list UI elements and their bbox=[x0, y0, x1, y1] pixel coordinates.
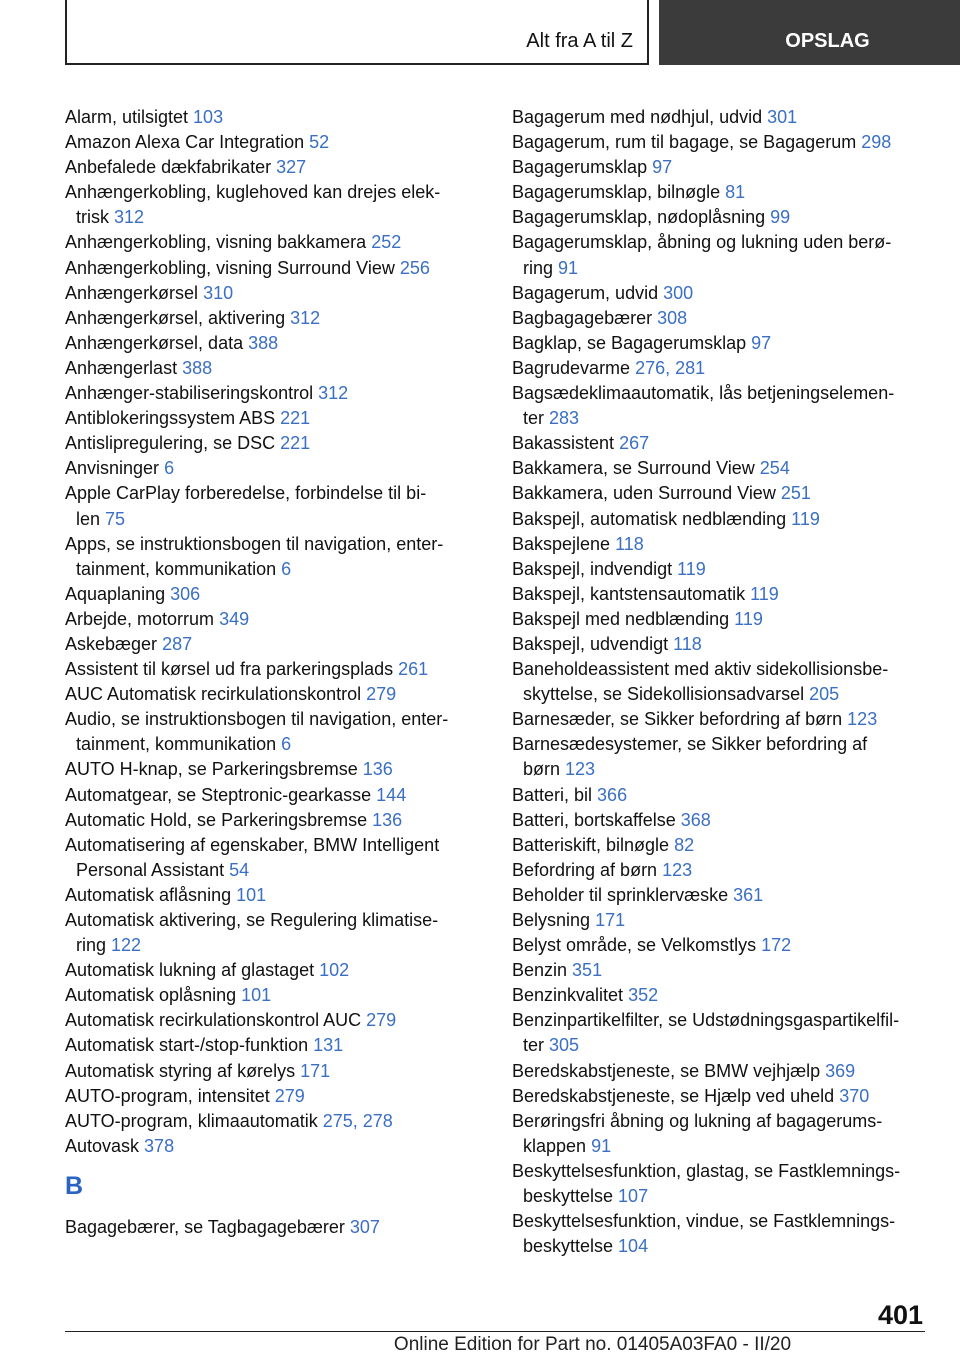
index-entry-text: Bakspejl, automatisk nedblænding bbox=[512, 508, 792, 529]
index-entry bbox=[512, 808, 932, 833]
index-entry bbox=[65, 1134, 485, 1159]
index-entry bbox=[65, 406, 485, 431]
index-entry-text: Automatisk styring af kørelys bbox=[65, 1060, 301, 1081]
index-entry-page-link[interactable]: 81 bbox=[725, 182, 746, 203]
index-entry bbox=[65, 883, 485, 908]
index-entry bbox=[65, 657, 485, 682]
index-entry-text: Bakassistent bbox=[512, 433, 620, 454]
index-entry-text: Benzin bbox=[512, 960, 573, 981]
index-entry-text: Bagklap, se Bagagerumsklap bbox=[512, 332, 752, 353]
index-entry-page-link[interactable]: 6 bbox=[281, 734, 292, 755]
index-entry-page-link[interactable]: 287 bbox=[162, 633, 193, 654]
index-entry-text: Automatisk lukning af glastaget bbox=[65, 960, 320, 981]
index-entry-page-link[interactable]: 119 bbox=[791, 508, 820, 529]
index-entry-text: Bagagerum, rum til bagage, se Bagagerum bbox=[512, 132, 862, 153]
index-entry-text: Belyst område, se Velkomstlys bbox=[512, 935, 762, 956]
index-entry-page-link[interactable]: 308 bbox=[657, 307, 688, 328]
index-entry-page-link[interactable]: 351 bbox=[572, 960, 603, 981]
index-entry-page-link[interactable]: 91 bbox=[591, 1135, 612, 1156]
index-entry-text: Anhængerkørsel, aktivering bbox=[65, 307, 291, 328]
index-entry-page-link[interactable]: 97 bbox=[652, 157, 673, 178]
index-entry-page-link[interactable]: 107 bbox=[618, 1186, 649, 1207]
index-entry-text: AUTO H-knap, se Parkeringsbremse bbox=[65, 759, 363, 780]
index-entry-text: Beskyttelsesfunktion, glastag, se Fastklemnings- beskyttelse bbox=[512, 1160, 901, 1207]
index-entry-page-link[interactable]: 298 bbox=[861, 132, 892, 153]
index-entry bbox=[512, 130, 932, 155]
index-entry bbox=[65, 607, 485, 632]
index-entry-page-link[interactable]: 368 bbox=[680, 809, 711, 830]
index-entry-text: Beholder til sprinklervæske bbox=[512, 884, 734, 905]
index-entry-text: Bakkamera, se Surround View bbox=[512, 458, 760, 479]
index-entry bbox=[65, 105, 485, 130]
index-entry-text: Bakkamera, uden Surround View bbox=[512, 483, 781, 504]
index-entry-text: Bagagerum, udvid bbox=[512, 282, 664, 303]
index-entry bbox=[512, 783, 932, 808]
index-entry bbox=[512, 557, 932, 582]
index-entry bbox=[512, 582, 932, 607]
index-entry-page-link[interactable]: 171 bbox=[300, 1060, 331, 1081]
index-entry-page-link[interactable]: 279 bbox=[366, 684, 397, 705]
index-entry bbox=[65, 757, 485, 782]
index-entry-text: Antiblokeringssystem ABS bbox=[65, 408, 281, 429]
index-entry bbox=[512, 1084, 932, 1109]
index-entry bbox=[65, 1008, 485, 1033]
index-entry-text: AUTO-program, klimaautomatik bbox=[65, 1110, 323, 1131]
index-entry bbox=[512, 105, 932, 130]
index-entry bbox=[65, 1215, 485, 1240]
index-entry-text: Antislipregulering, se DSC bbox=[65, 433, 281, 454]
index-entry bbox=[65, 256, 485, 281]
index-entry bbox=[65, 783, 485, 808]
index-entry-text: Arbejde, motorrum bbox=[65, 608, 220, 629]
index-entry bbox=[512, 858, 932, 883]
index-entry-text: Alarm, utilsigtet bbox=[65, 107, 194, 127]
index-entry-text: Automatisk aflåsning bbox=[65, 884, 237, 905]
index-entry-text: Amazon Alexa Car Integration bbox=[65, 132, 310, 153]
index-entry-text: Berøringsfri åbning og lukning af bagagerums- klappen bbox=[512, 1110, 883, 1156]
index-entry bbox=[512, 1209, 932, 1259]
index-entry-text: Bagagerumsklap, nødoplåsning bbox=[512, 207, 771, 228]
index-entry bbox=[512, 381, 932, 431]
index-entry-text: Bagsædeklimaautomatik, lås betjeningselemen- ter bbox=[512, 383, 895, 429]
index-entry-page-link[interactable]: 131 bbox=[313, 1035, 344, 1056]
index-entry-text: Beredskabstjeneste, se Hjælp ved uheld bbox=[512, 1085, 840, 1106]
index-entry-page-link[interactable]: 119 bbox=[750, 583, 779, 604]
index-entry bbox=[512, 1059, 932, 1084]
index-entry bbox=[65, 431, 485, 456]
index-entry-page-link[interactable]: 283 bbox=[549, 408, 580, 429]
index-entry-text: Batteriskift, bilnøgle bbox=[512, 834, 675, 855]
index-entry-page-link[interactable]: 279 bbox=[366, 1010, 397, 1031]
index-entry bbox=[512, 1008, 932, 1058]
index-entry-text: Barnesæder, se Sikker befordring af børn bbox=[512, 709, 848, 730]
index-entry-page-link[interactable]: 123 bbox=[662, 859, 693, 880]
index-entry-text: Automatgear, se Steptronic-gearkasse bbox=[65, 784, 377, 805]
index-entry bbox=[65, 230, 485, 255]
index-entry bbox=[512, 833, 932, 858]
index-entry-text: Bagbagagebærer bbox=[512, 307, 658, 328]
index-entry-text: Automatisk recirkulationskontrol AUC bbox=[65, 1010, 367, 1031]
index-entry-page-link[interactable]: 267 bbox=[619, 433, 650, 454]
index-entry-page-link[interactable]: 6 bbox=[164, 458, 175, 479]
index-entry-page-link[interactable]: 349 bbox=[219, 608, 250, 629]
index-entry bbox=[65, 381, 485, 406]
index-entry-page-link[interactable]: 252 bbox=[371, 232, 402, 253]
index-entry-page-link[interactable]: 91 bbox=[558, 257, 579, 278]
index-entry bbox=[65, 582, 485, 607]
index-entry-text: Anvisninger bbox=[65, 458, 165, 479]
index-entry bbox=[65, 833, 485, 883]
index-entry-page-link[interactable]: 310 bbox=[203, 282, 234, 303]
index-entry bbox=[65, 155, 485, 180]
index-entry-text: Anbefalede dækfabrikater bbox=[65, 157, 277, 178]
index-entry-text: Assistent til kørsel ud fra parkeringsplads bbox=[65, 659, 399, 680]
index-entry bbox=[65, 632, 485, 657]
index-entry bbox=[512, 933, 932, 958]
index-entry-text: Autovask bbox=[65, 1135, 145, 1156]
index-entry-text: Barnesædesystemer, se Sikker befordring af børn bbox=[512, 734, 868, 780]
index-entry-text: Automatic Hold, se Parkeringsbremse bbox=[65, 809, 373, 830]
index-entry-page-link[interactable]: 101 bbox=[241, 985, 272, 1006]
index-entry bbox=[512, 356, 932, 381]
index-entry-page-link[interactable]: 306 bbox=[170, 583, 201, 604]
index-entry-text: Bagrudevarme bbox=[512, 357, 636, 378]
index-entry-page-link[interactable]: 261 bbox=[398, 659, 429, 680]
index-entry-text: Automatisk oplåsning bbox=[65, 985, 242, 1006]
index-entry-page-link[interactable]: 312 bbox=[290, 307, 321, 328]
index-entry bbox=[65, 958, 485, 983]
index-entry-page-link[interactable]: 378 bbox=[144, 1135, 175, 1156]
index-entry bbox=[512, 230, 932, 280]
index-entry-page-link[interactable]: 144 bbox=[376, 784, 407, 805]
index-entry-page-link[interactable]: 136 bbox=[372, 809, 403, 830]
index-entry-page-link[interactable]: 275, 278 bbox=[322, 1110, 393, 1131]
index-entry-text: Bagagerum med nødhjul, udvid bbox=[512, 107, 768, 127]
index-list-left bbox=[65, 105, 485, 1159]
index-entry bbox=[65, 130, 485, 155]
index-entry-text: Bagagerumsklap, bilnøgle bbox=[512, 182, 726, 203]
index-entry bbox=[65, 1109, 485, 1134]
section-tab-label: OPSLAG bbox=[785, 30, 870, 52]
index-entry-page-link[interactable]: 370 bbox=[839, 1085, 870, 1106]
index-entry-text: Anhængerkobling, visning Surround View bbox=[65, 257, 400, 278]
index-entry bbox=[512, 908, 932, 933]
index-entry-page-link[interactable]: 388 bbox=[182, 357, 213, 378]
index-entry-text: Benzinkvalitet bbox=[512, 985, 629, 1006]
index-entry-page-link[interactable]: 256 bbox=[399, 257, 430, 278]
index-entry bbox=[65, 481, 485, 531]
index-entry bbox=[512, 607, 932, 632]
index-entry bbox=[512, 1159, 932, 1209]
index-entry-page-link[interactable]: 300 bbox=[663, 282, 694, 303]
index-entry bbox=[512, 657, 932, 707]
index-entry-text: Bagagebærer, se Tagbagagebærer bbox=[65, 1216, 350, 1237]
index-entry bbox=[512, 281, 932, 306]
index-entry-text: Aquaplaning bbox=[65, 583, 171, 604]
index-entry-text: Bakspejl, kantstensautomatik bbox=[512, 583, 751, 604]
index-entry-page-link[interactable]: 388 bbox=[248, 332, 279, 353]
index-entry-page-link[interactable]: 118 bbox=[673, 633, 702, 654]
index-entry-text: AUC Automatisk recirkulationskontrol bbox=[65, 684, 367, 705]
index-entry-page-link[interactable]: 221 bbox=[280, 408, 311, 429]
index-entry bbox=[512, 205, 932, 230]
chapter-title: Alt fra A til Z bbox=[526, 30, 633, 52]
index-entry bbox=[65, 532, 485, 582]
index-column-left bbox=[65, 105, 485, 1240]
index-entry-page-link[interactable]: 307 bbox=[349, 1216, 380, 1237]
index-entry-text: Audio, se instruktionsbogen til navigation, enter- tainment, kommunikation bbox=[65, 709, 449, 755]
index-entry bbox=[65, 682, 485, 707]
index-entry-page-link[interactable]: 369 bbox=[825, 1060, 856, 1081]
index-entry bbox=[65, 1033, 485, 1058]
index-entry bbox=[65, 1084, 485, 1109]
index-entry-page-link[interactable]: 305 bbox=[549, 1035, 580, 1056]
index-entry-page-link[interactable]: 361 bbox=[733, 884, 764, 905]
index-entry bbox=[512, 180, 932, 205]
index-entry-text: Anhængerlast bbox=[65, 357, 183, 378]
index-entry-text: Apple CarPlay forberedelse, forbindelse til bi- len bbox=[65, 483, 427, 529]
index-list-left-after bbox=[65, 1215, 485, 1240]
index-entry-page-link[interactable]: 103 bbox=[193, 107, 224, 127]
index-entry-text: Anhængerkobling, visning bakkamera bbox=[65, 232, 372, 253]
index-entry-page-link[interactable]: 327 bbox=[276, 157, 307, 178]
index-entry bbox=[65, 331, 485, 356]
index-entry-text: Bakspejl med nedblænding bbox=[512, 608, 735, 629]
index-entry-page-link[interactable]: 312 bbox=[318, 383, 349, 404]
index-entry-page-link[interactable]: 122 bbox=[111, 935, 142, 956]
index-entry-page-link[interactable]: 101 bbox=[236, 884, 267, 905]
index-entry bbox=[512, 481, 932, 506]
index-entry-page-link[interactable]: 102 bbox=[319, 960, 350, 981]
index-entry-page-link[interactable]: 118 bbox=[615, 533, 644, 554]
index-entry bbox=[512, 1109, 932, 1159]
index-entry-page-link[interactable]: 366 bbox=[597, 784, 628, 805]
index-entry-text: Anhængerkørsel, data bbox=[65, 332, 249, 353]
index-entry-page-link[interactable]: 301 bbox=[767, 107, 798, 127]
index-entry-text: Automatisk aktivering, se Regulering klimatise- ring bbox=[65, 910, 439, 956]
index-column-right bbox=[512, 105, 932, 1259]
index-entry-page-link[interactable]: 276, 281 bbox=[635, 357, 706, 378]
index-entry bbox=[65, 983, 485, 1008]
index-entry-page-link[interactable]: 97 bbox=[751, 332, 772, 353]
index-entry-page-link[interactable]: 6 bbox=[281, 558, 292, 579]
index-entry-text: AUTO-program, intensitet bbox=[65, 1085, 275, 1106]
index-entry-text: Bagagerumsklap, åbning og lukning uden berø- ring bbox=[512, 232, 892, 278]
index-entry-text: Beredskabstjeneste, se BMW vejhjælp bbox=[512, 1060, 826, 1081]
index-entry-text: Anhængerkobling, kuglehoved kan drejes elek- trisk bbox=[65, 182, 441, 228]
index-entry bbox=[512, 507, 932, 532]
index-entry bbox=[512, 155, 932, 180]
index-entry-page-link[interactable]: 136 bbox=[362, 759, 393, 780]
index-entry-page-link[interactable]: 172 bbox=[761, 935, 792, 956]
index-entry bbox=[65, 306, 485, 331]
index-entry bbox=[65, 356, 485, 381]
index-entry-page-link[interactable]: 205 bbox=[809, 684, 840, 705]
index-entry-page-link[interactable]: 279 bbox=[274, 1085, 305, 1106]
footer-edition: Online Edition for Part no. 01405A03FA0 - II/20 bbox=[393, 1334, 792, 1355]
index-entry bbox=[512, 632, 932, 657]
index-entry-text: Askebæger bbox=[65, 633, 163, 654]
index-entry-page-link[interactable]: 104 bbox=[618, 1236, 649, 1257]
index-entry bbox=[512, 532, 932, 557]
index-entry-page-link[interactable]: 123 bbox=[565, 759, 596, 780]
section-letter: B bbox=[65, 1171, 84, 1200]
index-entry-text: Befordring af børn bbox=[512, 859, 663, 880]
index-entry-page-link[interactable]: 99 bbox=[770, 207, 791, 228]
index-entry-text: Batteri, bil bbox=[512, 784, 598, 805]
header-frame bbox=[65, 0, 649, 65]
index-entry-page-link[interactable]: 312 bbox=[114, 207, 145, 228]
index-entry bbox=[512, 306, 932, 331]
index-entry-text: Beskyttelsesfunktion, vindue, se Fastklemnings- beskyttelse bbox=[512, 1211, 896, 1257]
index-entry-page-link[interactable]: 119 bbox=[734, 608, 763, 629]
index-entry bbox=[512, 431, 932, 456]
footer-rule bbox=[65, 1331, 925, 1332]
index-entry-page-link[interactable]: 119 bbox=[677, 558, 706, 579]
index-entry bbox=[65, 908, 485, 958]
index-entry-text: Apps, se instruktionsbogen til navigation, enter- tainment, kommunikation bbox=[65, 533, 444, 579]
index-entry-text: Baneholdeassistent med aktiv sidekollisionsbe- skyttelse, se Sidekollisionsadvarsel bbox=[512, 659, 889, 705]
index-entry-text: Bakspejl, indvendigt bbox=[512, 558, 678, 579]
index-entry-page-link[interactable]: 221 bbox=[280, 433, 311, 454]
index-list-right bbox=[512, 105, 932, 1259]
index-entry-text: Anhænger-stabiliseringskontrol bbox=[65, 383, 319, 404]
index-entry-page-link[interactable]: 251 bbox=[780, 483, 811, 504]
index-entry-page-link[interactable]: 52 bbox=[309, 132, 330, 153]
index-entry bbox=[65, 281, 485, 306]
index-entry-text: Bagagerumsklap bbox=[512, 157, 653, 178]
index-entry-page-link[interactable]: 123 bbox=[847, 709, 878, 730]
index-entry-text: Automatisering af egenskaber, BMW Intelligent Personal Assistant bbox=[65, 834, 440, 880]
index-entry bbox=[65, 707, 485, 757]
index-entry bbox=[512, 707, 932, 732]
index-entry bbox=[65, 456, 485, 481]
index-entry bbox=[512, 883, 932, 908]
index-entry bbox=[512, 331, 932, 356]
index-entry-page-link[interactable]: 54 bbox=[229, 859, 250, 880]
index-entry-page-link[interactable]: 352 bbox=[628, 985, 659, 1006]
index-entry bbox=[65, 1059, 485, 1084]
index-entry-text: Belysning bbox=[512, 910, 596, 930]
index-entry bbox=[512, 732, 932, 782]
index-entry-text: Bakspejl, udvendigt bbox=[512, 633, 674, 654]
index-entry-text: Automatisk start-/stop-funktion bbox=[65, 1035, 314, 1056]
index-entry bbox=[65, 808, 485, 833]
section-tab bbox=[659, 0, 960, 65]
index-entry-page-link[interactable]: 171 bbox=[595, 910, 626, 930]
index-entry-text: Anhængerkørsel bbox=[65, 282, 204, 303]
index-entry-text: Batteri, bortskaffelse bbox=[512, 809, 681, 830]
index-entry-text: Benzinpartikelfilter, se Udstødningsgaspartikelfil- ter bbox=[512, 1010, 900, 1056]
index-entry-text: Bakspejlene bbox=[512, 533, 616, 554]
index-entry bbox=[512, 456, 932, 481]
index-entry-page-link[interactable]: 75 bbox=[105, 508, 126, 529]
index-entry bbox=[512, 958, 932, 983]
page-number: 401 bbox=[877, 1300, 923, 1330]
index-entry bbox=[512, 983, 932, 1008]
index-entry bbox=[65, 180, 485, 230]
index-entry-page-link[interactable]: 82 bbox=[674, 834, 695, 855]
index-entry-page-link[interactable]: 254 bbox=[759, 458, 790, 479]
